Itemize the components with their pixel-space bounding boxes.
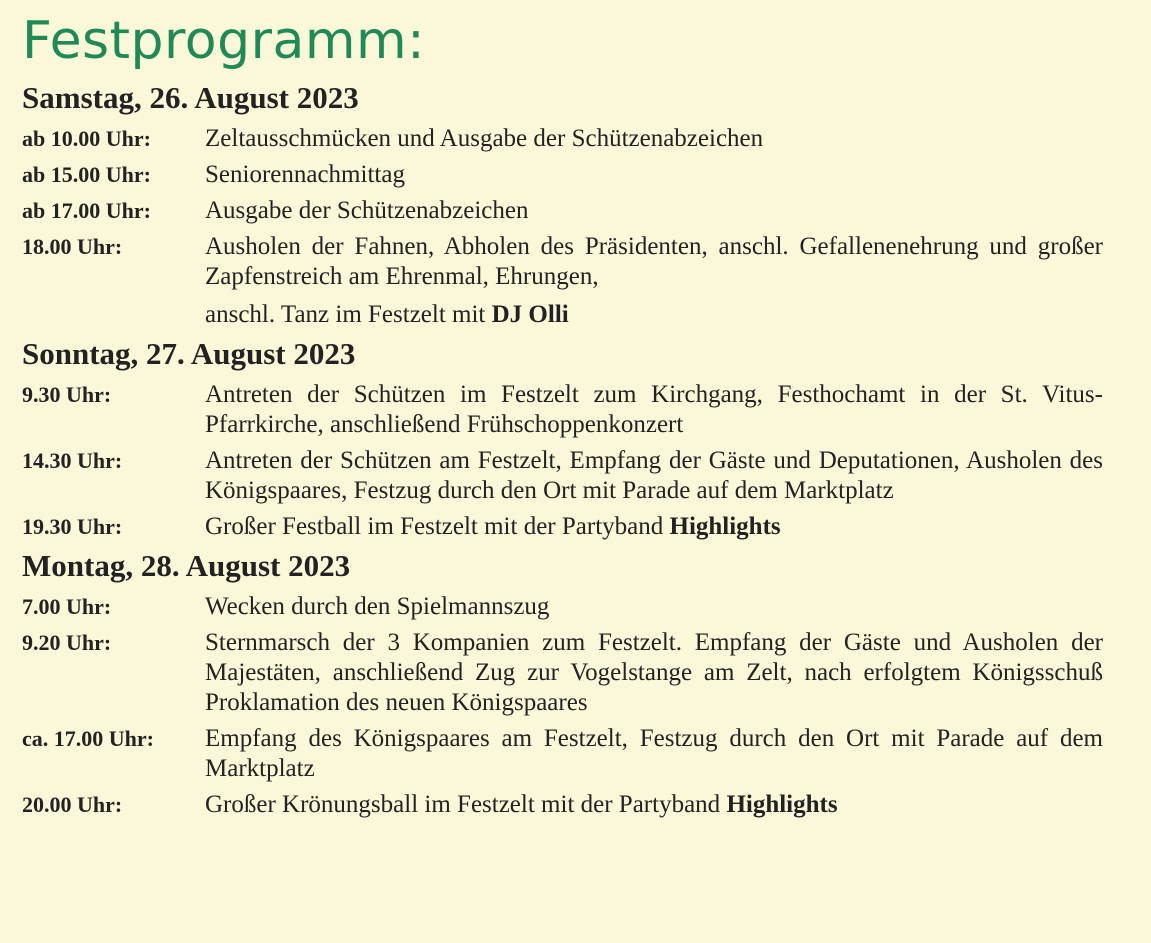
program-entry: [22, 724, 1103, 784]
program-entry: [22, 196, 1103, 226]
entry-time: 14.30 Uhr:: [22, 448, 123, 473]
entry-text: Ausholen der Fahnen, Abholen des Präsidenten, anschl. Gefallenenehrung und großer Zapfenstreich am Ehrenmal, Ehrungen,: [205, 233, 1103, 290]
program-entry: [22, 790, 1103, 820]
program-entry: [22, 512, 1103, 542]
program-entry: [22, 592, 1103, 622]
day-title: Montag, 28. August 2023: [22, 548, 351, 583]
entry-text: Großer Krönungsball im Festzelt mit der Partyband: [205, 791, 727, 818]
entry-time: 20.00 Uhr:: [22, 792, 123, 817]
program-entry: [22, 446, 1103, 506]
day-sunday: [22, 334, 1103, 542]
entry-time: 9.30 Uhr:: [22, 382, 112, 407]
entry-description: [205, 512, 1103, 542]
page-title: Festprogramm:: [22, 11, 426, 71]
entry-description: [205, 232, 1103, 330]
entry-bold: Highlights: [726, 791, 838, 818]
entry-text: Großer Festball im Festzelt mit der Partyband: [205, 513, 670, 540]
program-entry: [22, 124, 1103, 154]
entry-time: ab 10.00 Uhr:: [22, 126, 151, 151]
entry-description: Seniorennachmittag: [205, 161, 405, 188]
entry-bold: Highlights: [669, 513, 781, 540]
day-title: Sonntag, 27. August 2023: [22, 336, 356, 371]
entry-description: Antreten der Schützen im Festzelt zum Kirchgang, Festhochamt in der St. Vitus-Pfarrkirche, anschließend Frühschoppenkonzert: [205, 381, 1103, 438]
day-saturday: [22, 78, 1103, 330]
entry-description: Wecken durch den Spielmannszug: [205, 593, 550, 620]
entry-description: [205, 790, 1103, 820]
program-entry: [22, 232, 1103, 330]
entry-time: 9.20 Uhr:: [22, 630, 112, 655]
entry-time: 18.00 Uhr:: [22, 234, 123, 259]
program-entry: [22, 160, 1103, 190]
entry-description: Antreten der Schützen am Festzelt, Empfang der Gäste und Deputationen, Ausholen des Königspaares, Festzug durch den Ort mit Parade auf dem Marktplatz: [205, 447, 1103, 504]
entry-description: Sternmarsch der 3 Kompanien zum Festzelt. Empfang der Gäste und Ausholen der Majestäten, anschließend Zug zur Vogelstange am Zelt, nach erfolgtem Königsschuß Proklamation des neuen Königspaares: [205, 629, 1103, 716]
program-entry: [22, 380, 1103, 440]
entry-description: Empfang des Königspaares am Festzelt, Festzug durch den Ort mit Parade auf dem Marktplatz: [205, 725, 1103, 782]
entry-extra-text: anschl. Tanz im Festzelt mit: [205, 301, 492, 328]
day-monday: [22, 546, 1103, 820]
day-title: Samstag, 26. August 2023: [22, 80, 359, 115]
entry-time: 7.00 Uhr:: [22, 594, 112, 619]
entry-time: ab 15.00 Uhr:: [22, 162, 151, 187]
entry-time: ab 17.00 Uhr:: [22, 198, 151, 223]
entry-description: Ausgabe der Schützenabzeichen: [205, 197, 529, 224]
entry-description: Zeltausschmücken und Ausgabe der Schützenabzeichen: [205, 125, 764, 152]
program-entry: [22, 628, 1103, 718]
entry-time: ca. 17.00 Uhr:: [22, 726, 154, 751]
entry-time: 19.30 Uhr:: [22, 514, 123, 539]
entry-extra: [205, 300, 1103, 330]
entry-bold: DJ Olli: [491, 301, 569, 328]
